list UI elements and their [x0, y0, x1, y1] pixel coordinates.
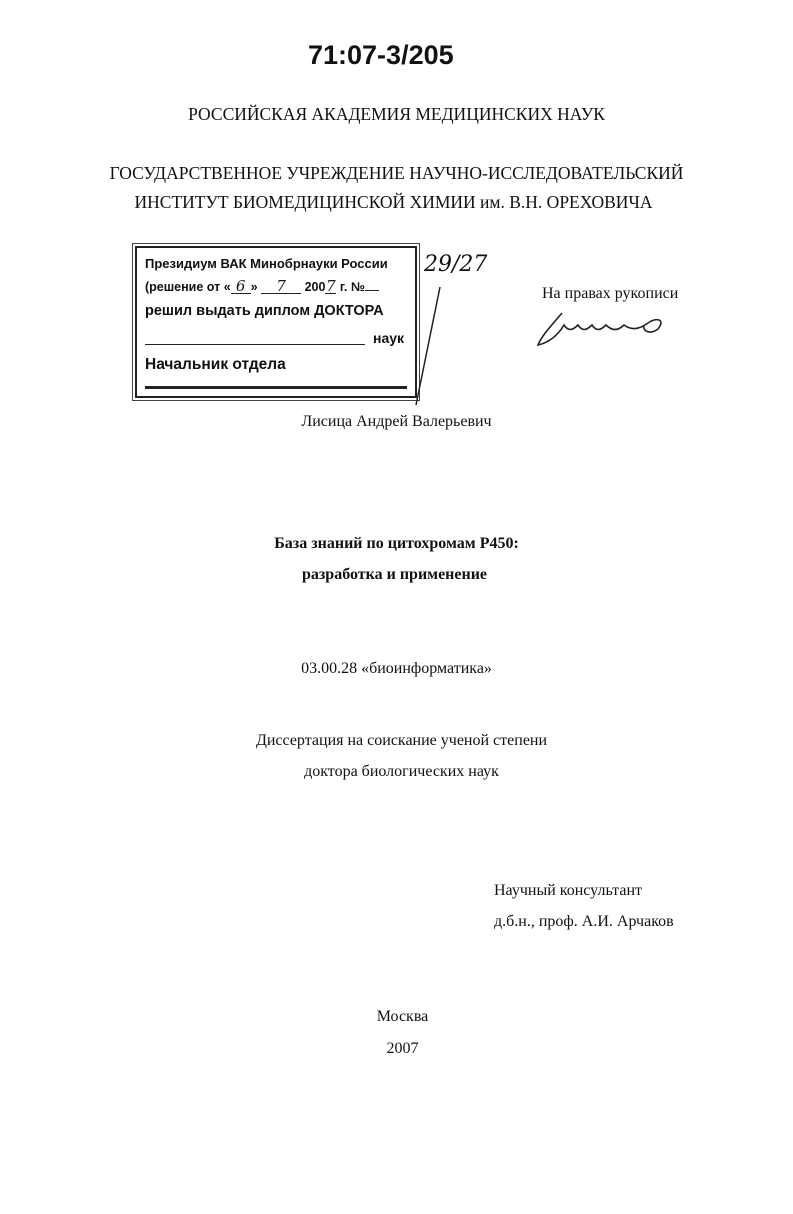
stamp-line-2: [145, 279, 379, 295]
stamp-signature-line: [145, 386, 407, 389]
number-blank: [365, 290, 379, 291]
title-line-1: База знаний по цитохромам P450:: [274, 535, 519, 552]
degree-line-1: Диссертация на соискание ученой степени: [255, 732, 548, 749]
specialty: 03.00.28 «биоинформатика»: [301, 660, 492, 677]
author-name: Лисица Андрей Валерьевич: [301, 413, 492, 430]
consultant-label: Научный консультант: [494, 882, 642, 899]
stamp-year: 200: [304, 280, 326, 294]
stamp-blank-line: [145, 344, 365, 345]
stamp-decision-label: (решение от «: [145, 280, 231, 294]
stamp-number-label: г. №: [339, 280, 365, 294]
year: 2007: [386, 1040, 419, 1057]
handwritten-month: 7: [261, 279, 301, 294]
vak-stamp: [135, 246, 417, 398]
manuscript-rights: На правах рукописи: [542, 285, 679, 302]
academy-heading: РОССИЙСКАЯ АКАДЕМИЯ МЕДИЦИНСКИХ НАУК: [188, 104, 605, 124]
institution-line-1: ГОСУДАРСТВЕННОЕ УЧРЕЖДЕНИЕ НАУЧНО-ИССЛЕДОВАТЕЛЬСКИЙ: [109, 163, 684, 183]
stamp-line-1: Президиум ВАК Минобрнауки России: [145, 256, 388, 271]
stamp-quote: »: [250, 280, 258, 294]
handwritten-slash-mark: [410, 285, 450, 415]
handwritten-day: 6: [231, 279, 251, 294]
handwritten-number: 29/27: [424, 252, 488, 277]
stamp-line-3: решил выдать диплом ДОКТОРА: [145, 303, 384, 319]
city: Москва: [376, 1008, 429, 1025]
degree-line-2: доктора биологических наук: [304, 763, 499, 780]
archive-code: 71:07-3/205: [308, 40, 454, 70]
institution-line-2: ИНСТИТУТ БИОМЕДИЦИНСКОЙ ХИМИИ им. В.Н. ОРЕХОВИЧА: [134, 192, 653, 212]
stamp-line-5: Начальник отдела: [145, 356, 286, 373]
consultant-name: д.б.н., проф. А.И. Арчаков: [494, 913, 674, 930]
stamp-line-4: наук: [373, 330, 405, 346]
author-signature: [532, 305, 672, 350]
title-line-2: разработка и применение: [301, 566, 488, 583]
handwritten-year-digit: 7: [326, 277, 336, 295]
